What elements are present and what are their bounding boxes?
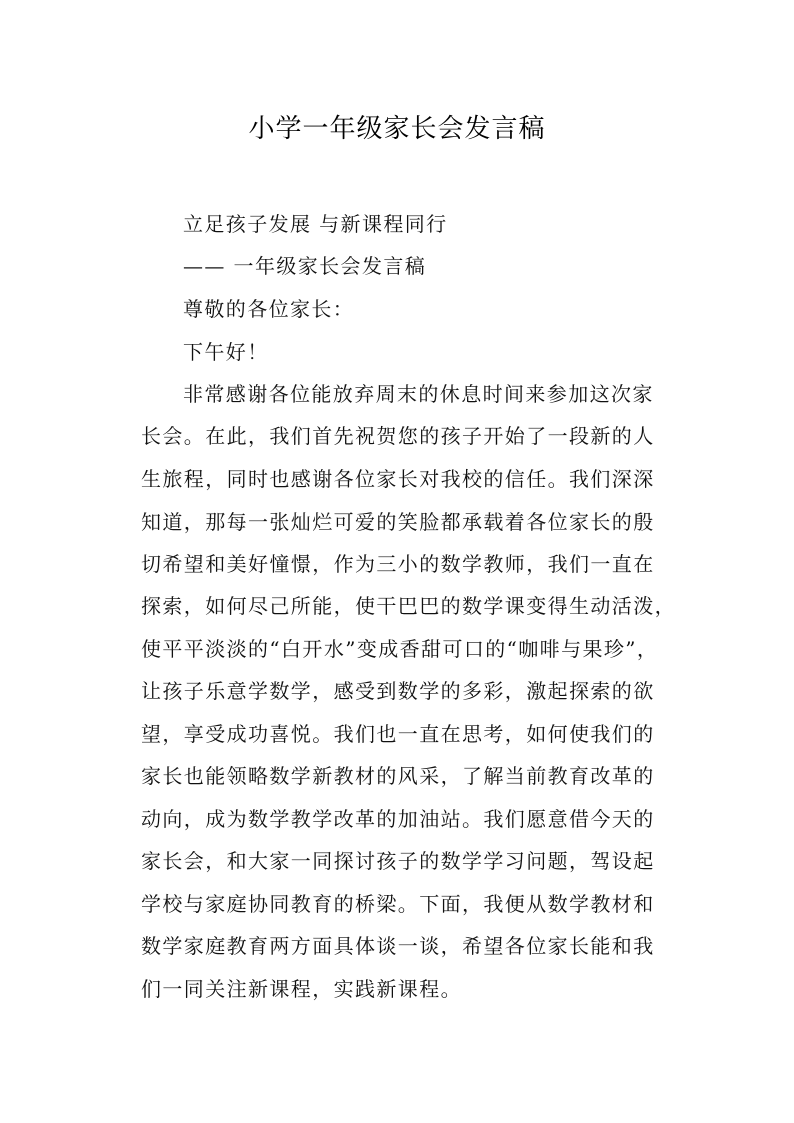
body-line: 家长会，和大家一同探讨孩子的数学学习问题，驾设起 [141, 849, 655, 873]
body-line: 数学家庭教育两方面具体谈一谈，希望各位家长能和我 [141, 934, 655, 958]
salutation: 尊敬的各位家长： [183, 297, 355, 321]
body-line: 家长也能领略数学新教材的风采，了解当前教育改革的 [141, 764, 655, 788]
document-title: 小学一年级家长会发言稿 [248, 114, 546, 144]
speech-subtitle-secondary: —— 一年级家长会发言稿 [183, 254, 427, 278]
body-line: 生旅程，同时也感谢各位家长对我校的信任。我们深深 [141, 467, 655, 491]
body-line: 知道，那每一张灿烂可爱的笑脸都承载着各位家长的殷 [141, 510, 655, 534]
body-line: 望，享受成功喜悦。我们也一直在思考，如何使我们的 [141, 722, 655, 746]
body-line: 长会。在此，我们首先祝贺您的孩子开始了一段新的人 [141, 424, 655, 448]
body-line: 切希望和美好憧憬，作为三小的数学教师，我们一直在 [141, 552, 655, 576]
body-line: 动向，成为数学教学改革的加油站。我们愿意借今天的 [141, 807, 655, 831]
greeting: 下午好！ [183, 340, 269, 364]
body-line: 们一同关注新课程，实践新课程。 [141, 977, 462, 1001]
body-line: 让孩子乐意学数学，感受到数学的多彩，激起探索的欲 [141, 679, 655, 703]
body-line: 探索，如何尽己所能，使干巴巴的数学课变得生动活泼， [141, 594, 676, 618]
body-line: 使平平淡淡的“白开水”变成香甜可口的“咖啡与果珍”， [141, 637, 659, 661]
body-line: 学校与家庭协同教育的桥梁。下面，我便从数学教材和 [141, 892, 655, 916]
speech-subtitle: 立足孩子发展 与新课程同行 [183, 212, 448, 236]
body-line: 非常感谢各位能放弃周末的休息时间来参加这次家 [183, 382, 654, 406]
